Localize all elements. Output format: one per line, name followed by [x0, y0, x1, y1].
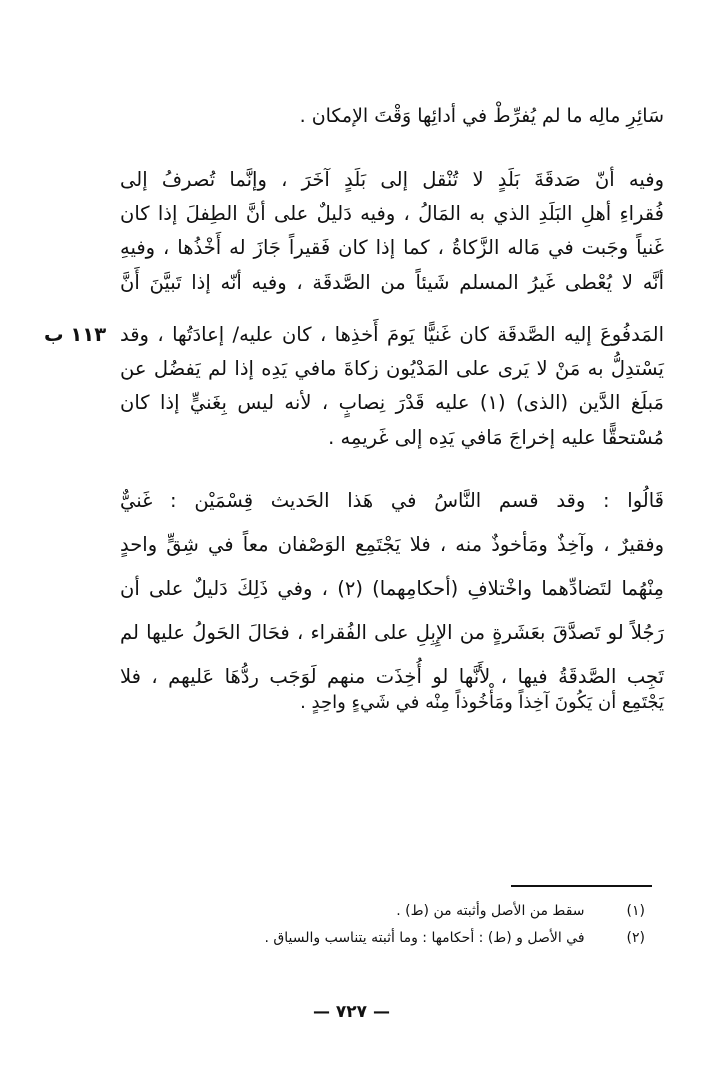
text-line-3: فُقراءِ أهلِ البَلَدِ الذي به المَالُ ، وفيه دَليلٌ على أنَّ الطِفلَ إذا كان: [120, 202, 664, 225]
footnote-1: [396, 900, 645, 922]
footnote-2: [264, 927, 645, 949]
text-line-5: أنَّه لا يُعْطى غَيرُ المسلم شَيئاً من الصَّدقَة ، وفيه أنّه إذا تَبيَّنَ أَنَّ: [120, 271, 664, 294]
footnote-text: في الأصل و (ط) : أحكامها : وما أثبته يتناسب والسياق .: [264, 930, 585, 946]
text-line-7: يَسْتدِلُّ به مَنْ لا يَرى على المَدْيُون زكاةَ مافي يَدِه إذا لم يَفضُل عن: [120, 357, 664, 380]
text-line-14: تَجِب الصَّدقَةُ فيها ، لأَنَّها لو أُخِذَت منهم لَوَجَب ردُّهَا عَليهم ، فلا: [120, 665, 664, 688]
text-line-13: رَجُلاً لو تَصدَّقَ بعَشَرةٍ من الإِبِلِ على الفُقراء ، فحَالَ الحَولُ عليها لم: [120, 621, 664, 644]
text-line-1: سَائِرِ مالِه ما لم يُفرِّطْ في أدائِها وَقْتَ الإمكان .: [299, 105, 664, 127]
text-line-9: مُسْتحقًّا عليه إخراجَ مَافي يَدِه إلى غَريمِه .: [328, 426, 664, 449]
text-line-15: يَجْتَمِع أن يَكُونَ آخِذاً ومَأْخُوذاً مِنْه في شَيءٍ واحِدٍ .: [300, 692, 664, 713]
text-line-10: قَالُوا : وقد قسم النَّاسُ في هَذا الحَديث قِسْمَيْن : غَنيٌّ: [120, 489, 664, 512]
footnote-text: سقط من الأصل وأثبته من (ط) .: [396, 903, 585, 919]
text-line-4: غَنياً وجَبت في مَاله الزَّكاةُ ، كما إذا كان فَقيراً جَازَ له أَخْذُها ، وفيهِ: [120, 236, 664, 259]
page-number: — ٧٢٧ —: [313, 1002, 390, 1022]
text-line-8: مَبلَغ الدَّين (الذى) (١) عليه قَدْرَ نِصابٍ ، لأنه ليس بِغَنيٍّ إذا كان: [120, 391, 664, 414]
footnote-divider: [511, 885, 652, 887]
footnote-number: (١): [626, 903, 645, 919]
text-line-12: مِنْهُما لتَضادِّهما واخْتلافِ (أحكامِهما) (٢) ، وفي ذَلِكَ دَليلٌ على أن: [120, 577, 664, 600]
text-line-6: المَدفُوعَ إليه الصَّدقَة كان غَنيًّا يَومَ أَخذِها ، كان عليه/ إعادَتُها ، وقد: [120, 323, 664, 346]
text-line-11: وفقيرٌ ، وآخِذٌ ومَأخوذٌ منه ، فلا يَجْتَمِع الوَصْفان معاً في شِقٍّ واحدٍ: [120, 533, 664, 556]
footnote-number: (٢): [626, 930, 645, 946]
text-line-2: وفيه أنّ صَدقَةَ بَلَدٍ لا تُنْقل إلى بَلَدٍ آخَرَ ، وإنَّما تُصرفُ إلى: [120, 168, 664, 191]
margin-folio-note: ١١٣ ب: [44, 323, 107, 346]
